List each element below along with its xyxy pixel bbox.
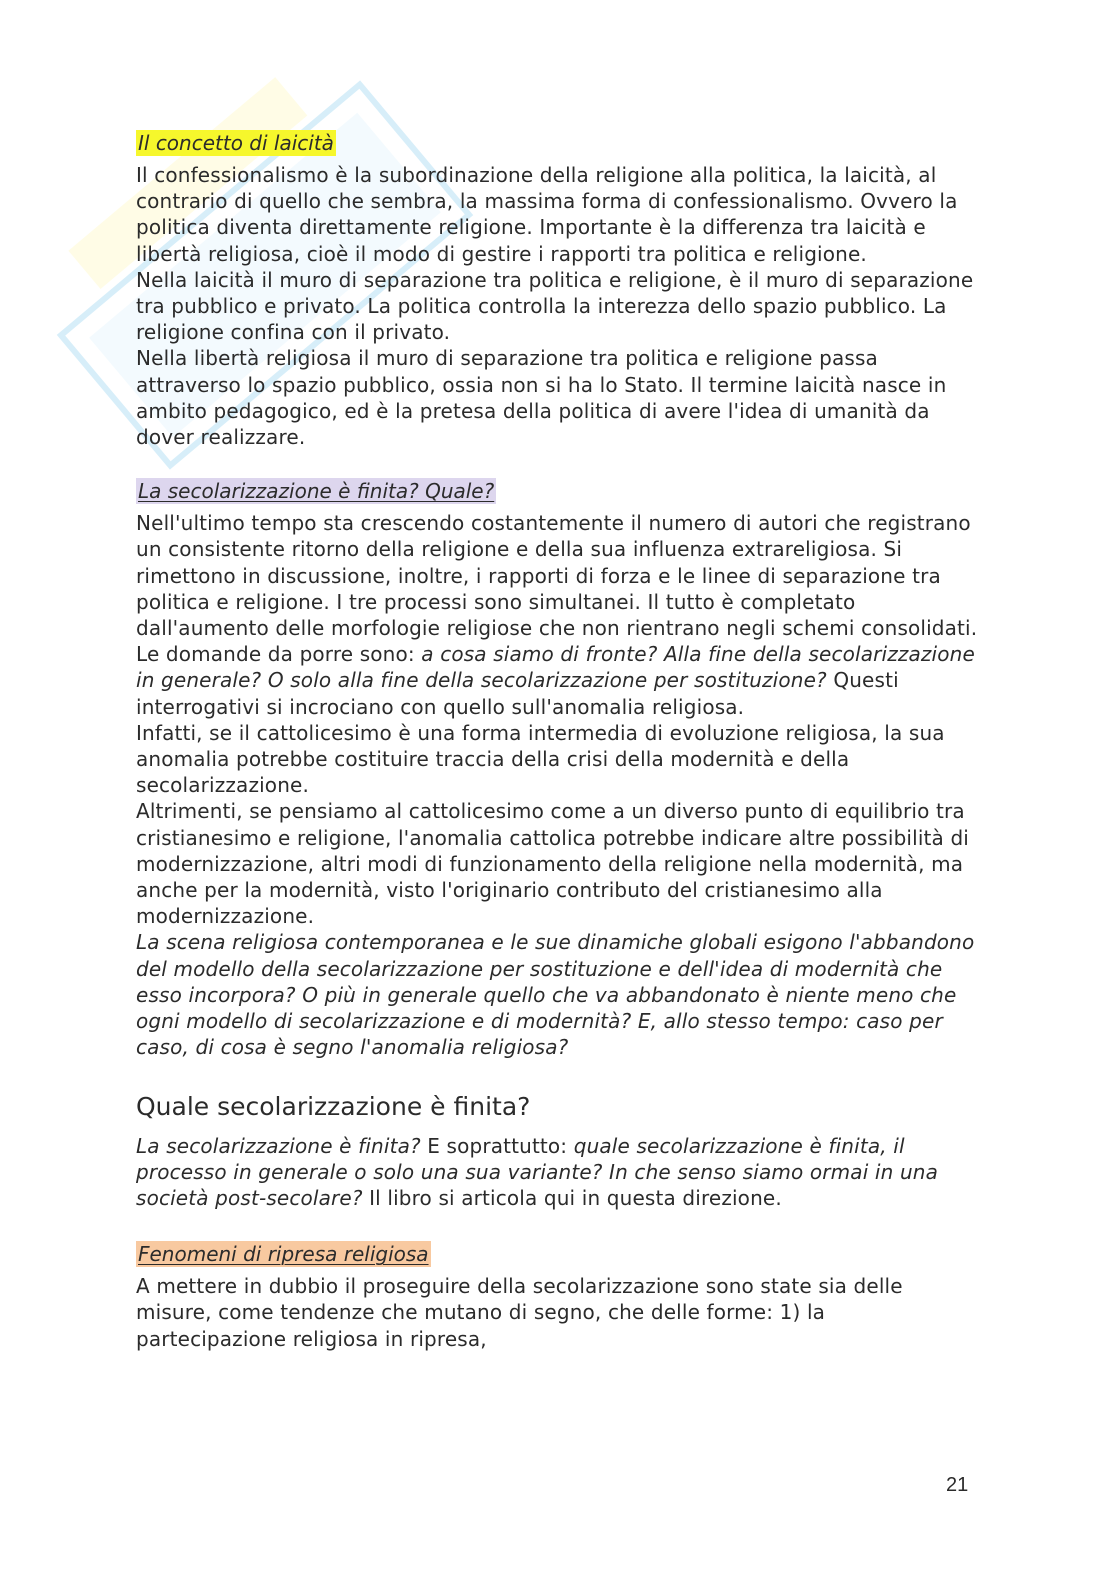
paragraph: Altrimenti, se pensiamo al cattolicesimo come a un diverso punto di equilibrio tra cristianesimo e religione, l'anomalia cattolica potrebbe indicare altre possibilità di modernizzazione, altri modi di funzionamento della religione nella modernità, ma anche per la modernità, visto l'originario contributo del cristianesimo alla modernizzazione. bbox=[136, 799, 970, 929]
text-run: Il libro si articola qui in questa direzione. bbox=[362, 1185, 782, 1210]
paragraph: Nella laicità il muro di separazione tra politica e religione, è il muro di separazione tra pubblico e privato. La politica controlla la interezza dello spazio pubblico. La religione confina con il privato. bbox=[136, 267, 974, 345]
paragraph: Nella libertà religiosa il muro di separazione tra politica e religione passa attraverso lo spazio pubblico, ossia non si ha lo Stato. Il termine laicità nasce in ambito pedagogico, ed è la pretesa della politica di avere l'idea di umanità da dover realizzare. bbox=[136, 346, 947, 450]
italic-question: a cosa siamo di fronte? Alla fine della secolarizzazione in generale? O solo alla fine della secolarizzazione per sostituzione? bbox=[136, 642, 975, 693]
page-number: 21 bbox=[946, 1474, 969, 1496]
text-run: Questi interrogativi si incrociano con quello sull'anomalia religiosa. bbox=[136, 668, 899, 719]
heading-secolarizzazione-finita: La secolarizzazione è finita? Quale? bbox=[138, 479, 495, 504]
italic-paragraph: La scena religiosa contemporanea e le sue dinamiche globali esigono l'abbandono del modello della secolarizzazione per sostituzione e dell'idea di modernità che esso incorpora? O più in generale quello che va abbandonato è niente meno che ogni modello di secolarizzazione e di modernità? E, allo stesso tempo: caso per caso, di cosa è segno l'anomalia religiosa? bbox=[136, 930, 975, 1060]
heading-fenomeni-ripresa: Fenomeni di ripresa religiosa bbox=[138, 1242, 429, 1267]
paragraph: Infatti, se il cattolicesimo è una forma intermedia di evoluzione religiosa, la sua anomalia potrebbe costituire traccia della crisi della modernità e della secolarizzazione. bbox=[136, 720, 945, 798]
text-run: Nell'ultimo tempo sta crescendo costantemente il numero di autori che registrano un consistente ritorno della religione e della sua influenza extrareligiosa. Si rimettono in discussione, inoltre, i rapporti di forza e le linee di separazione tra politica e religione. I tre processi sono simultanei. Il tutto è completato dall'aumento delle morfologie religiose che non rientrano negli schemi consolidati. Le domande da porre sono: bbox=[136, 511, 978, 667]
heading-quale-secolarizzazione: Quale secolarizzazione è finita? bbox=[136, 1091, 531, 1121]
paragraph bbox=[136, 1133, 978, 1212]
text-run: E soprattutto: bbox=[420, 1133, 574, 1158]
italic-question: quale secolarizzazione è finita, il processo in generale o solo una sua variante? In che senso siamo ormai in una società post-secolare? bbox=[136, 1133, 938, 1210]
paragraph: Il confessionalismo è la subordinazione della religione alla politica, la laicità, al contrario di quello che sembra, la massima forma di confessionalismo. Ovvero la politica diventa direttamente religione. Importante è la differenza tra laicità e libertà religiosa, cioè il modo di gestire i rapporti tra politica e religione. bbox=[136, 163, 958, 266]
italic-question: La secolarizzazione è finita? bbox=[136, 1133, 421, 1158]
paragraph: A mettere in dubbio il proseguire della secolarizzazione sono state sia delle misure, come tendenze che mutano di segno, che delle forme: 1) la partecipazione religiosa in ripresa, bbox=[136, 1274, 903, 1351]
document-body bbox=[136, 130, 978, 1352]
heading-laicita: Il concetto di laicità bbox=[138, 131, 334, 155]
paragraph bbox=[136, 510, 978, 720]
